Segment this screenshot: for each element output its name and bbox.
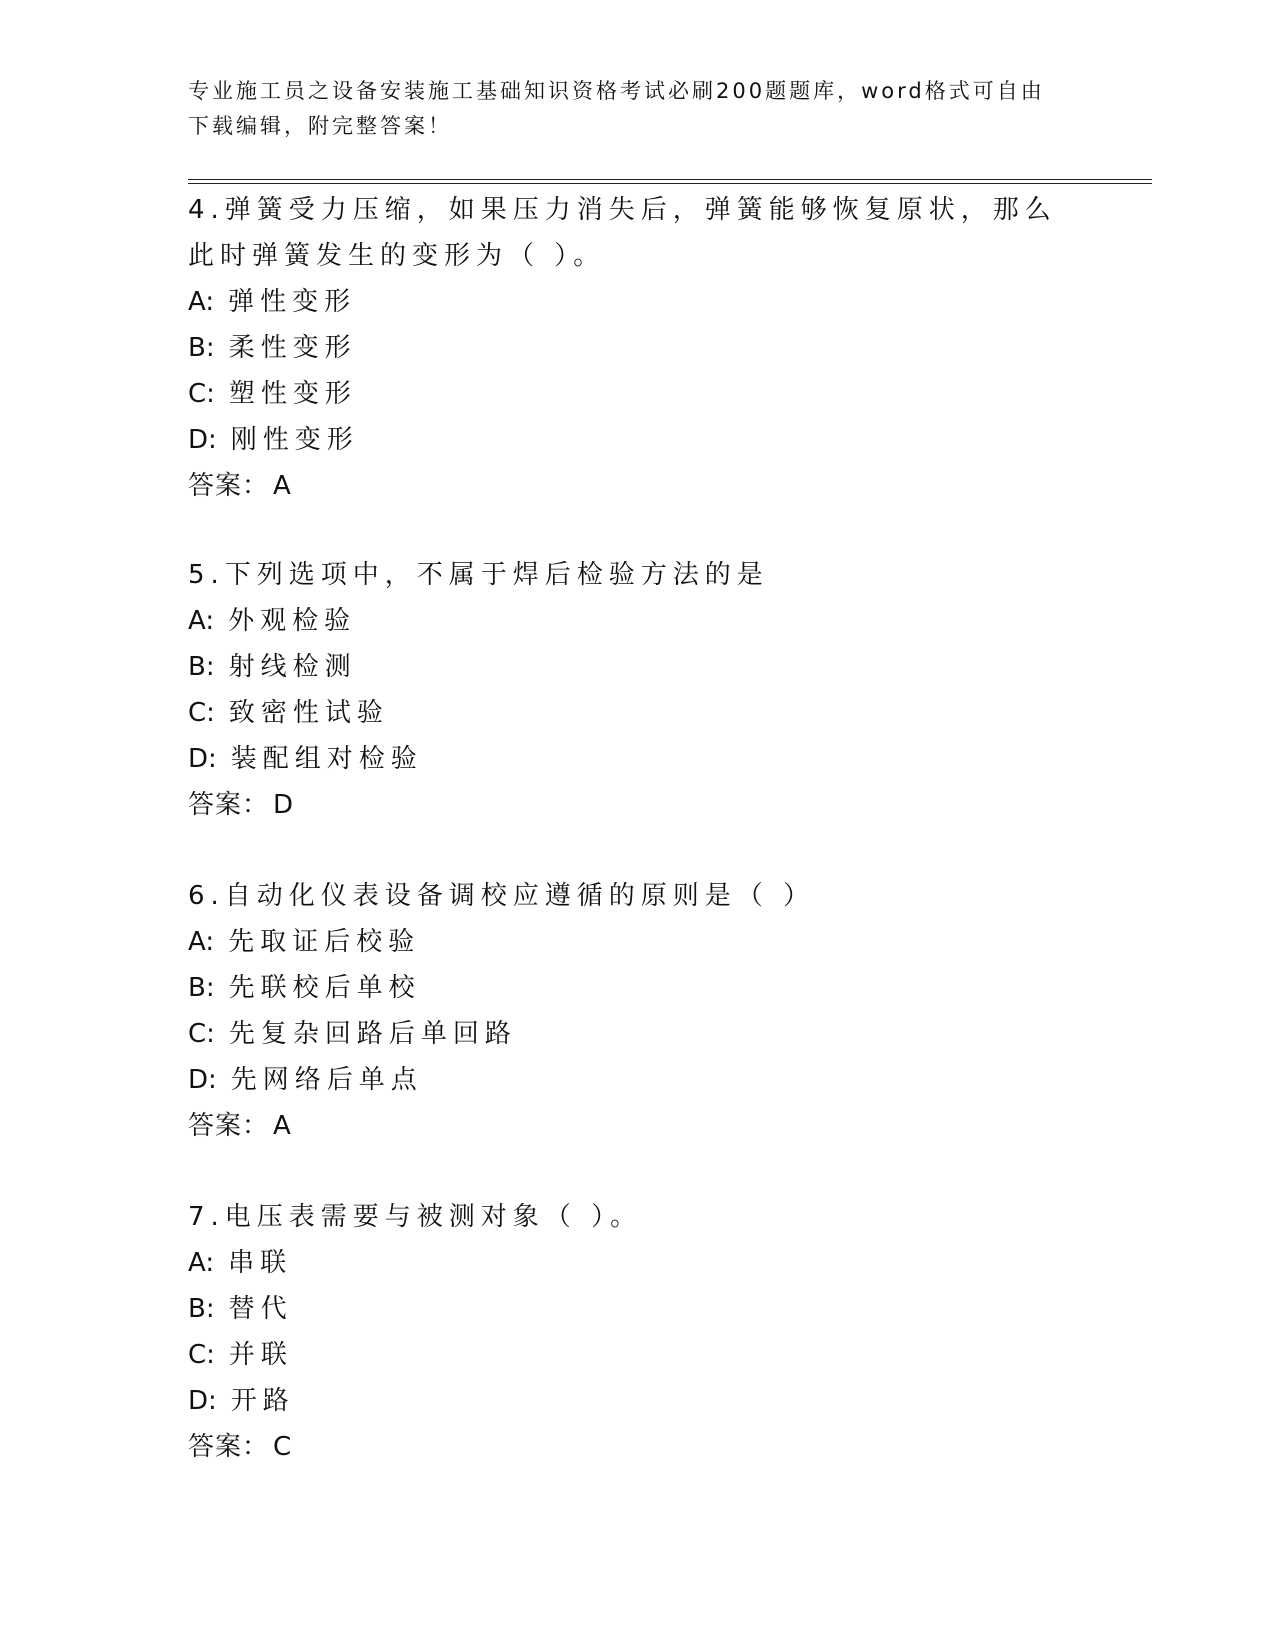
- option-text: 塑性变形: [228, 379, 357, 409]
- option-key: A:: [188, 287, 215, 317]
- question-4: [188, 187, 1088, 509]
- question-6: [188, 873, 1088, 1149]
- option-a: [188, 279, 1088, 325]
- option-b: [188, 325, 1088, 371]
- option-key: B:: [188, 333, 215, 363]
- option-b: [188, 644, 1088, 690]
- option-b: [188, 965, 1088, 1011]
- option-key: B:: [188, 973, 215, 1003]
- answer-line: [188, 1424, 1088, 1470]
- option-d: [188, 1057, 1088, 1103]
- answer-line: [188, 782, 1088, 828]
- option-key: B:: [188, 652, 215, 682]
- option-b: [188, 1286, 1088, 1332]
- option-key: A:: [188, 927, 215, 957]
- option-d: [188, 417, 1088, 463]
- option-text: 柔性变形: [228, 333, 357, 363]
- question-stem: 6.自动化仪表设备调校应遵循的原则是（ ）: [188, 881, 816, 911]
- question-stem: 5.下列选项中，不属于焊后检验方法的是: [188, 560, 769, 590]
- option-text: 外观检验: [228, 606, 357, 636]
- option-key: D:: [188, 744, 217, 774]
- option-key: C:: [188, 698, 215, 728]
- option-key: C:: [188, 1019, 215, 1049]
- answer-label: 答案：: [188, 1111, 270, 1141]
- answer-value: A: [273, 471, 292, 501]
- option-text: 先复杂回路后单回路: [228, 1019, 517, 1049]
- option-text: 弹性变形: [228, 287, 357, 317]
- option-text: 射线检测: [228, 652, 357, 682]
- option-text: 刚性变形: [230, 425, 359, 455]
- question-7: [188, 1194, 1088, 1470]
- answer-label: 答案：: [188, 471, 270, 501]
- option-text: 装配组对检验: [230, 744, 423, 774]
- document-header: [188, 74, 1068, 144]
- option-text: 串联: [228, 1248, 293, 1278]
- option-c: [188, 1332, 1088, 1378]
- option-text: 先取证后校验: [228, 927, 421, 957]
- option-a: [188, 919, 1088, 965]
- option-text: 先联校后单校: [228, 973, 421, 1003]
- option-key: C:: [188, 379, 215, 409]
- option-text: 替代: [228, 1294, 293, 1324]
- option-c: [188, 371, 1088, 417]
- header-line-1: 专业施工员之设备安装施工基础知识资格考试必刷200题题库，word格式可自由: [188, 79, 1045, 103]
- answer-line: [188, 1103, 1088, 1149]
- option-key: D:: [188, 1386, 217, 1416]
- option-a: [188, 1240, 1088, 1286]
- header-line-2: 下载编辑，附完整答案！: [188, 114, 452, 138]
- answer-label: 答案：: [188, 1432, 270, 1462]
- option-key: C:: [188, 1340, 215, 1370]
- option-key: D:: [188, 425, 217, 455]
- answer-label: 答案：: [188, 790, 270, 820]
- option-text: 致密性试验: [228, 698, 389, 728]
- header-divider-top: [188, 179, 1152, 180]
- option-a: [188, 598, 1088, 644]
- option-c: [188, 1011, 1088, 1057]
- option-d: [188, 1378, 1088, 1424]
- question-stem: 7.电压表需要与被测对象（ ）。: [188, 1202, 643, 1232]
- answer-value: C: [273, 1432, 293, 1462]
- question-5: [188, 552, 1088, 828]
- option-c: [188, 690, 1088, 736]
- option-key: B:: [188, 1294, 215, 1324]
- answer-value: D: [273, 790, 295, 820]
- option-text: 先网络后单点: [230, 1065, 423, 1095]
- option-text: 并联: [228, 1340, 293, 1370]
- option-text: 开路: [230, 1386, 295, 1416]
- header-divider-bottom: [188, 183, 1152, 184]
- option-key: A:: [188, 1248, 215, 1278]
- option-key: A:: [188, 606, 215, 636]
- answer-value: A: [273, 1111, 292, 1141]
- question-stem: 4.弹簧受力压缩，如果压力消失后，弹簧能够恢复原状，那么此时弹簧发生的变形为（ ）。: [188, 195, 1057, 271]
- option-key: D:: [188, 1065, 217, 1095]
- answer-line: [188, 463, 1088, 509]
- option-d: [188, 736, 1088, 782]
